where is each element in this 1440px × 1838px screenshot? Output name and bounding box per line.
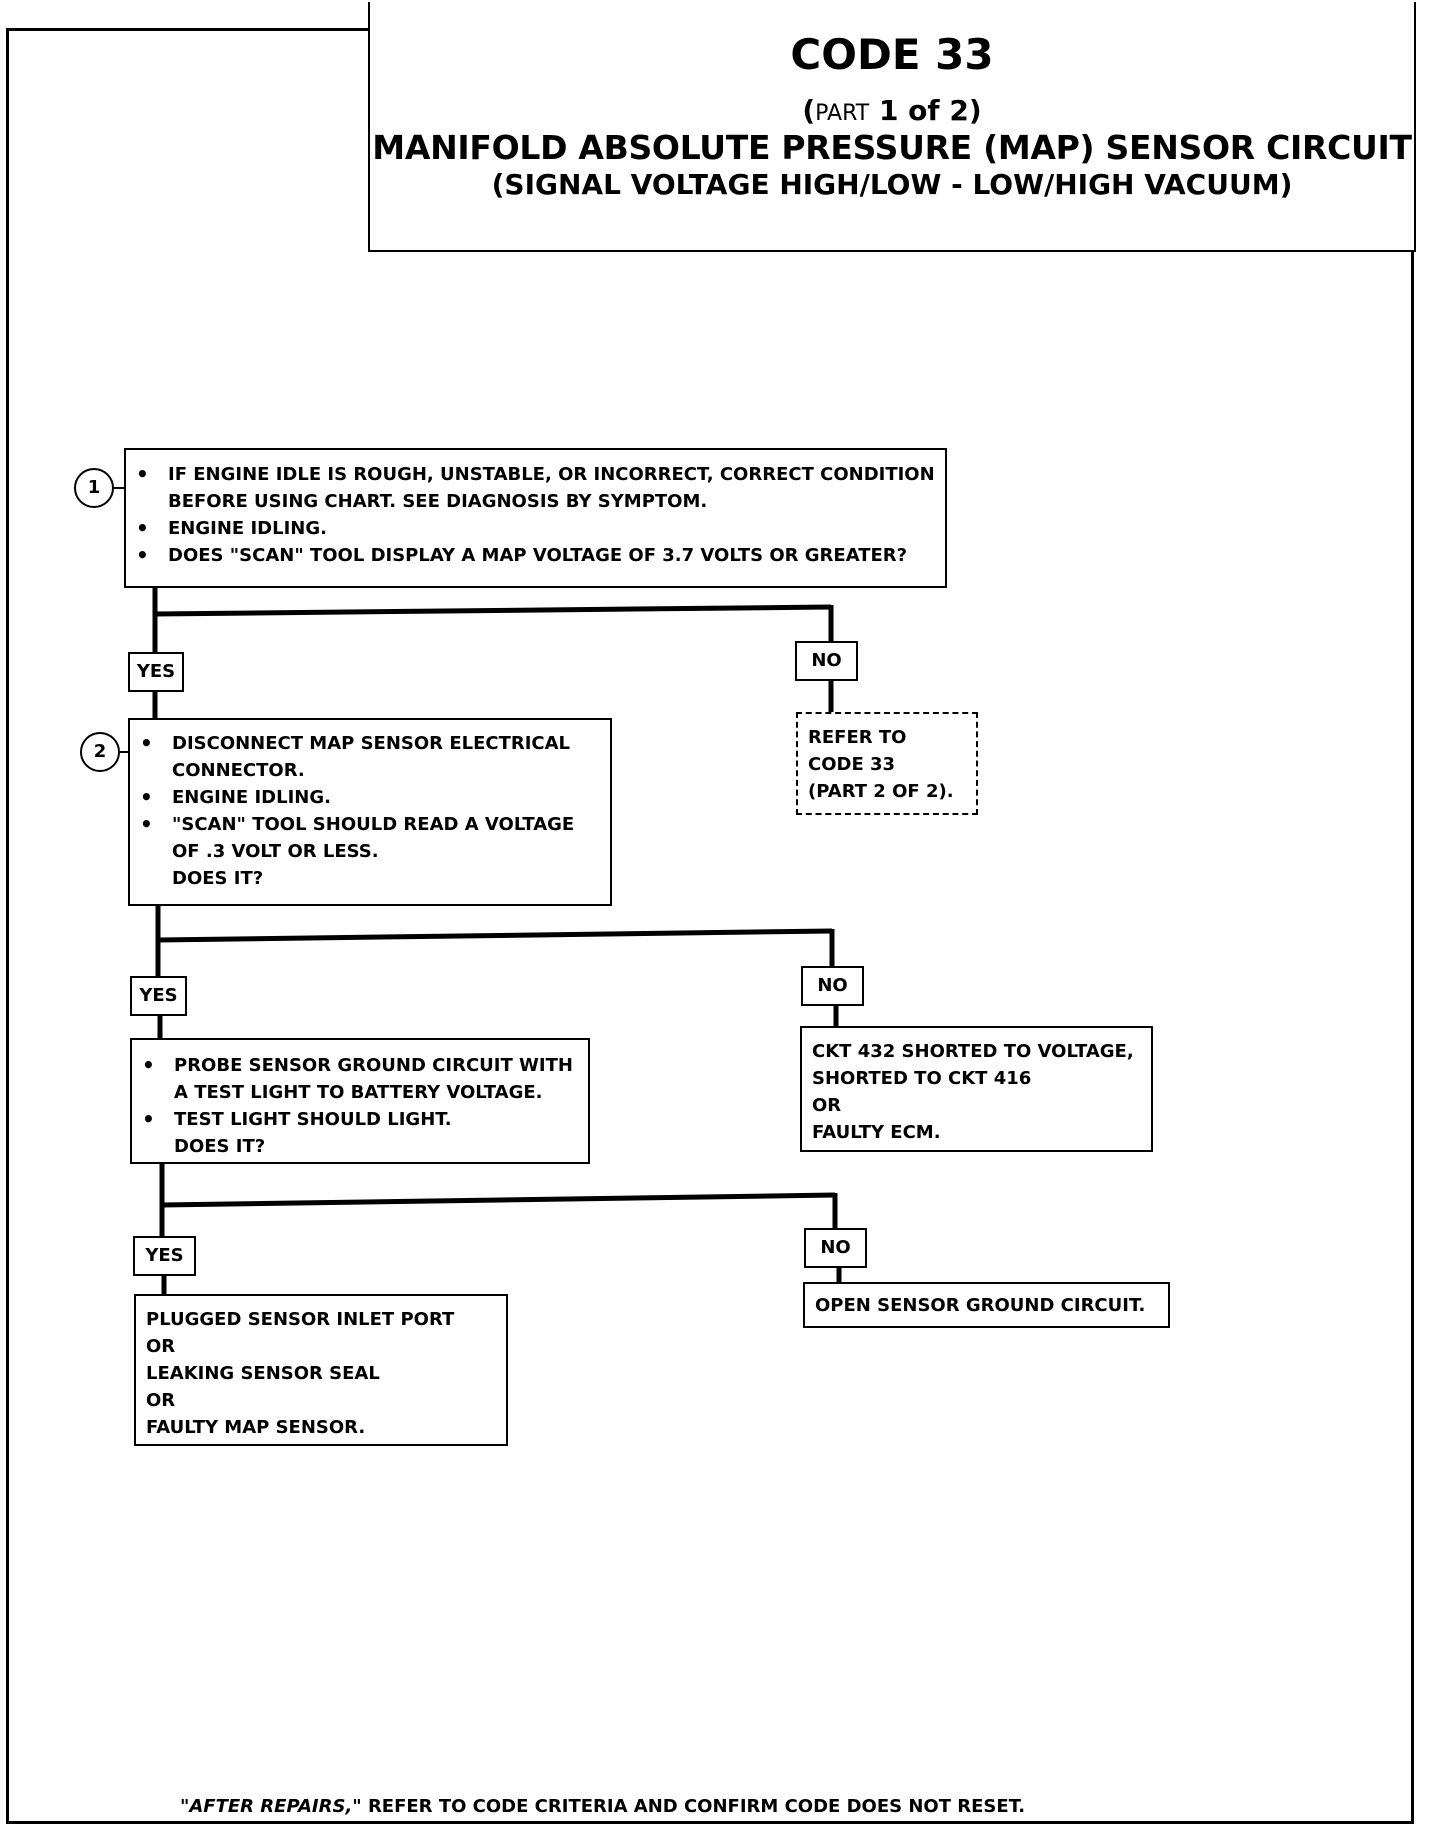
yes-label-1: YES bbox=[128, 652, 184, 692]
circuit-title: MANIFOLD ABSOLUTE PRESSURE (MAP) SENSOR CIRCUIT bbox=[372, 128, 1412, 167]
step-marker-1: 1 bbox=[74, 468, 114, 508]
yes-label-3: YES bbox=[133, 1236, 196, 1276]
no-label-2: NO bbox=[801, 966, 864, 1006]
yes-label-2: YES bbox=[130, 976, 187, 1016]
no-label-3: NO bbox=[804, 1228, 867, 1268]
question-box-2: • DISCONNECT MAP SENSOR ELECTRICAL CONNECTOR. • ENGINE IDLING. • "SCAN" TOOL SHOULD READ A VOLTAGE OF .3 VOLT OR LESS. DOES IT? bbox=[128, 718, 612, 906]
final-result-box: PLUGGED SENSOR INLET PORT OR LEAKING SENSOR SEAL OR FAULTY MAP SENSOR. bbox=[134, 1294, 508, 1446]
code-title: CODE 33 bbox=[790, 30, 994, 79]
refer-part2-box: REFER TO CODE 33 (PART 2 OF 2). bbox=[796, 712, 978, 815]
circuit-subtitle: (SIGNAL VOLTAGE HIGH/LOW - LOW/HIGH VACUUM) bbox=[491, 168, 1293, 201]
step-marker-2: 2 bbox=[80, 732, 120, 772]
part-indicator: (PART 1 of 2) bbox=[802, 94, 982, 127]
no-label-1: NO bbox=[795, 641, 858, 681]
question-box-3: • PROBE SENSOR GROUND CIRCUIT WITH A TEST LIGHT TO BATTERY VOLTAGE. • TEST LIGHT SHOULD LIGHT. DOES IT? bbox=[130, 1038, 590, 1164]
footer-note: "AFTER REPAIRS," REFER TO CODE CRITERIA AND CONFIRM CODE DOES NOT RESET. bbox=[180, 1796, 1026, 1817]
ckt-shorted-box: CKT 432 SHORTED TO VOLTAGE, SHORTED TO CKT 416 OR FAULTY ECM. bbox=[800, 1026, 1153, 1152]
open-ground-box: OPEN SENSOR GROUND CIRCUIT. bbox=[803, 1282, 1170, 1328]
question-box-1: • IF ENGINE IDLE IS ROUGH, UNSTABLE, OR INCORRECT, CORRECT CONDITION BEFORE USING CHART. SEE DIAGNOSIS BY SYMPTOM. • ENGINE IDLING. • DOES "SCAN" TOOL DISPLAY A MAP VOLTAGE OF 3.7 VOLTS OR GREATER? bbox=[124, 448, 947, 588]
